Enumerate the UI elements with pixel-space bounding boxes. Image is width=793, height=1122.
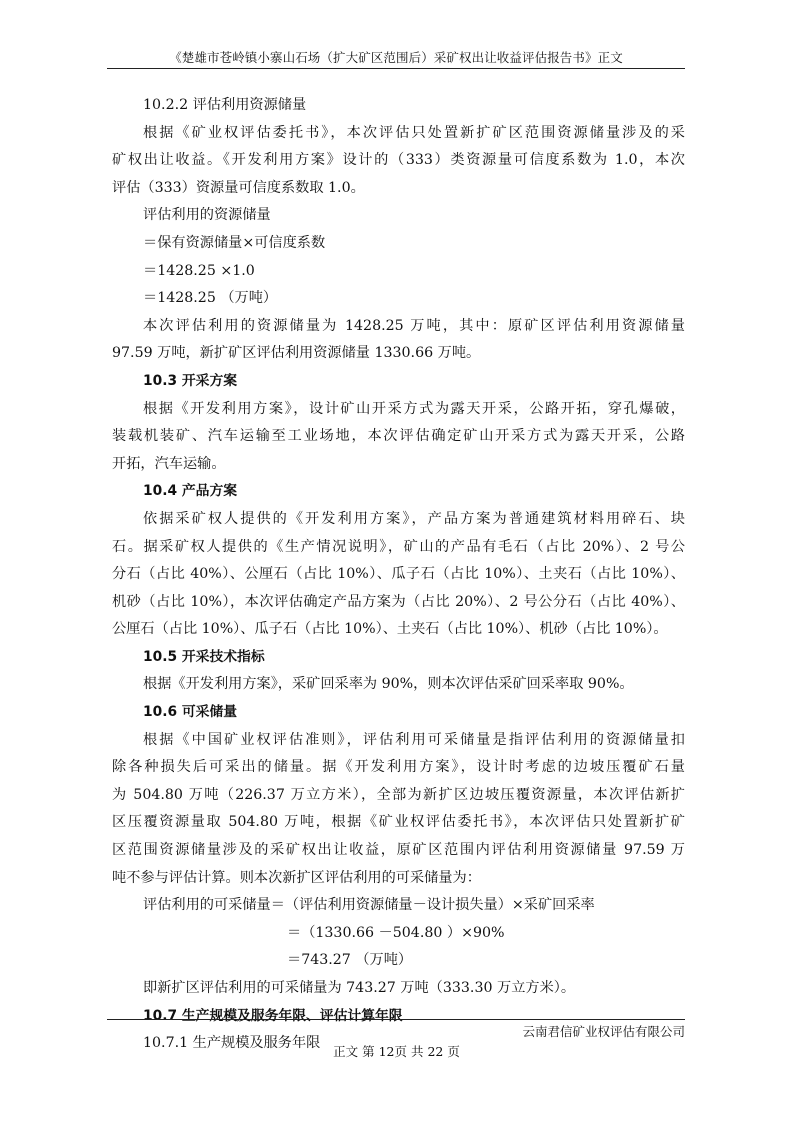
header-rule	[107, 68, 685, 69]
formula-line: ＝1428.25 （万吨）	[143, 290, 278, 307]
formula-line: ＝1428.25 ×1.0	[143, 262, 255, 279]
paragraph-line: 为 504.80 万吨（226.37 万立方米），全部为新扩区边坡压覆资源量，本次评估新扩	[112, 786, 685, 803]
section-10-6-heading: 10.6 可采储量	[143, 704, 238, 721]
paragraph-line: 区范围资源储量涉及的采矿权出让收益，原矿区范围内评估利用资源储量 97.59 万	[112, 842, 685, 859]
paragraph-line: 石。据采矿权人提供的《生产情况说明》，矿山的产品有毛石（占比 20%）、2 号公	[112, 538, 685, 555]
paragraph-line: 开拓，汽车运输。	[112, 455, 226, 472]
paragraph-line: 根据《开发利用方案》，设计矿山开采方式为露天开采，公路开拓，穿孔爆破，	[143, 400, 685, 417]
paragraph-line: 依据采矿权人提供的《开发利用方案》，产品方案为普通建筑材料用碎石、块	[143, 510, 685, 527]
page-number: 正文 第 12页 共 22 页	[333, 1044, 460, 1059]
paragraph-line: 除各种损失后可采出的储量。据《开发利用方案》，设计时考虑的边坡压覆矿石量	[112, 759, 685, 776]
page-header: 《楚雄市苍岭镇小寨山石场（扩大矿区范围后）采矿权出让收益评估报告书》正文	[169, 50, 623, 65]
section-10-2-2-heading: 10.2.2 评估利用资源储量	[143, 97, 307, 113]
paragraph-line: 97.59 万吨，新扩矿区评估利用资源储量 1330.66 万吨。	[112, 345, 481, 362]
subsection-10-7-1-heading: 10.7.1 生产规模及服务年限	[143, 1035, 321, 1052]
section-10-3-heading: 10.3 开采方案	[143, 372, 238, 389]
paragraph-line: 装载机装矿、汽车运输至工业场地，本次评估确定矿山开采方式为露天开采，公路	[112, 428, 685, 445]
paragraph-line: 矿权出让收益。《开发利用方案》设计的（333）类资源量可信度系数为 1.0，本次	[112, 152, 685, 169]
section-10-4-heading: 10.4 产品方案	[143, 483, 238, 500]
paragraph-line: 根据《开发利用方案》，采矿回采率为 90%，则本次评估采矿回采率取 90%。	[143, 676, 634, 693]
paragraph-line: 即新扩区评估利用的可采储量为 743.27 万吨（333.30 万立方米）。	[143, 980, 576, 996]
formula-line: ＝743.27 （万吨）	[287, 952, 413, 969]
footer-rule	[107, 1019, 685, 1020]
paragraph-line: 机砂（占比 10%），本次评估确定产品方案为（占比 20%）、2 号公分石（占比 40%）、	[112, 593, 685, 610]
paragraph-line: 本次评估利用的资源储量为 1428.25 万吨，其中：原矿区评估利用资源储量	[143, 317, 685, 334]
paragraph-line: 吨不参与评估计算。则本次新扩区评估利用的可采储量为：	[112, 869, 481, 886]
paragraph-line: 根据《矿业权评估委托书》，本次评估只处置新扩矿区范围资源储量涉及的采	[143, 124, 685, 141]
formula-line: 评估利用的可采储量＝（评估利用资源储量－设计损失量）×采矿回采率	[143, 897, 595, 914]
section-10-5-heading: 10.5 开采技术指标	[143, 648, 265, 665]
paragraph-line: 区压覆资源量取 504.80 万吨，根据《矿业权评估委托书》，本次评估只处置新扩矿	[112, 814, 685, 831]
footer-company: 云南君信矿业权评估有限公司	[522, 1024, 685, 1039]
paragraph-line: 评估（333）资源量可信度系数取 1.0。	[112, 179, 365, 196]
formula-line: ＝保有资源储量×可信度系数	[143, 234, 326, 251]
paragraph-line: 分石（占比 40%）、公厘石（占比 10%）、瓜子石（占比 10%）、土夹石（占比 10%）、	[112, 566, 685, 583]
paragraph-line: 根据《中国矿业权评估准则》，评估利用可采储量是指评估利用的资源储量扣	[143, 731, 685, 748]
paragraph-line: 公厘石（占比 10%）、瓜子石（占比 10%）、土夹石（占比 10%）、机砂（占比 10%）。	[112, 621, 668, 638]
formula-line: 评估利用的资源储量	[143, 207, 271, 224]
section-10-7-heading: 10.7 生产规模及服务年限、评估计算年限	[143, 1007, 403, 1024]
document-body	[112, 92, 685, 1058]
formula-line: ＝（1330.66 －504.80 ）×90%	[287, 924, 505, 941]
